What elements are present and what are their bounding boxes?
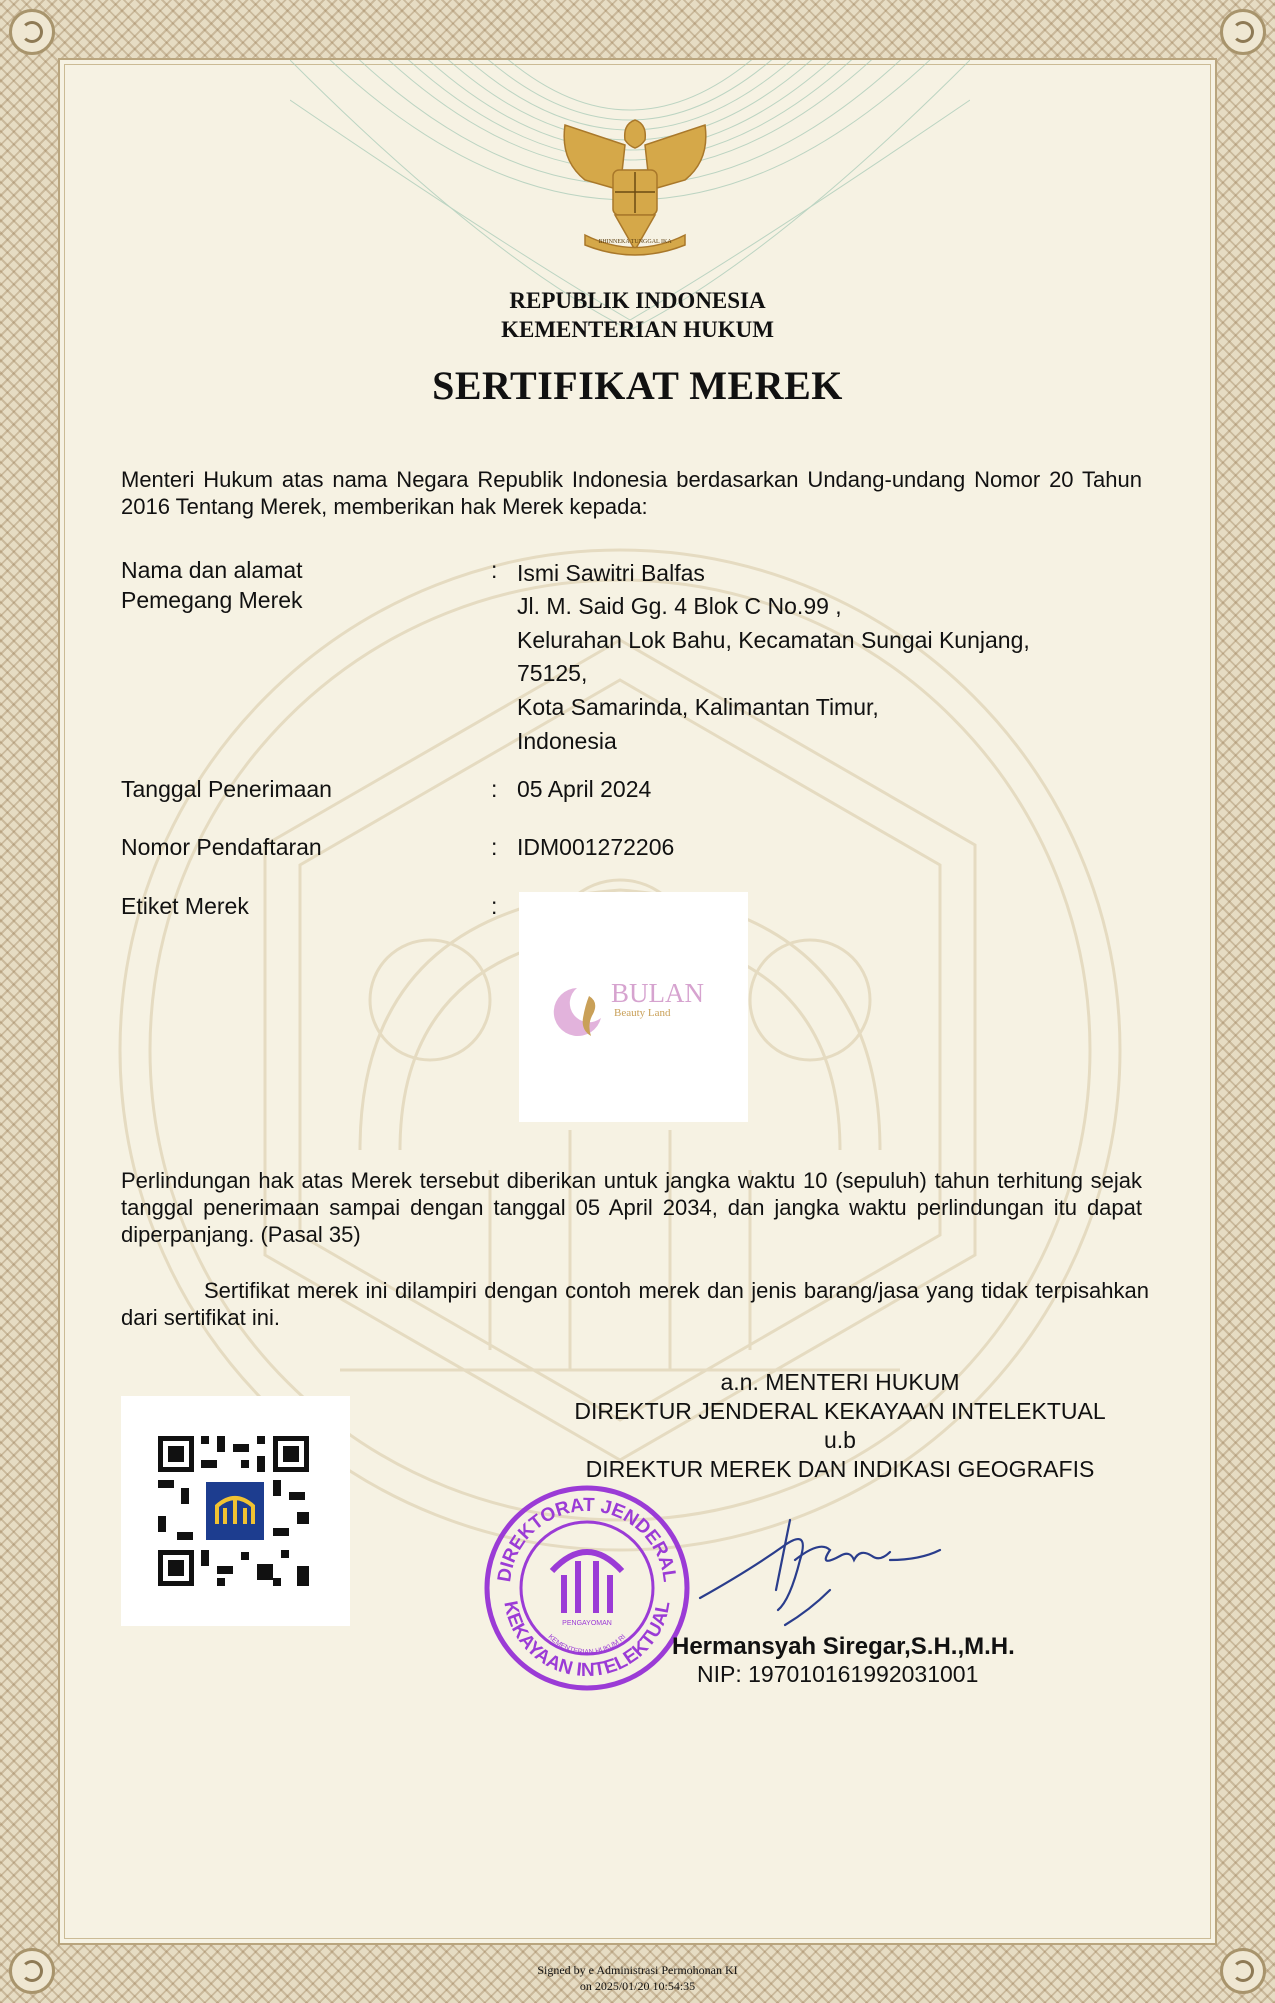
qr-code[interactable]	[121, 1396, 350, 1626]
corner-ornament-top-right	[1220, 9, 1266, 55]
emblem-motto: BHINNEKA TUNGGAL IKA	[598, 239, 672, 245]
registration-colon: :	[491, 834, 498, 860]
signatory-line-1: a.n. MENTERI HUKUM	[720, 1369, 960, 1395]
holder-address-line1: Jl. M. Said Gg. 4 Blok C No.99 ,	[517, 593, 842, 619]
crescent-moon-icon	[554, 988, 601, 1036]
protection-paragraph: Perlindungan hak atas Merek tersebut diberikan untuk jangka waktu 10 (sepuluh) tahun terhitung sejak tanggal penerimaan sampai dengan tanggal 05 April 2034, dan jangka waktu perlindungan itu dapat diperpanjang. (Pasal 35)	[121, 1168, 1142, 1247]
holder-colon: :	[491, 557, 498, 583]
ministry-heading: KEMENTERIAN HUKUM	[501, 317, 774, 342]
stamp-inner-text: KEMENTERIAN HUKUM RI	[546, 1633, 628, 1657]
intro-paragraph: Menteri Hukum atas nama Negara Republik Indonesia berdasarkan Undang-undang Nomor 20 Tahun 2016 Tentang Merek, memberikan hak Merek kepada:	[121, 467, 1142, 519]
corner-ornament-top-left	[9, 9, 55, 55]
brand-logo	[519, 892, 748, 1122]
signatory-line-3: u.b	[824, 1427, 856, 1453]
brand-logo-name: BULAN	[611, 978, 704, 1008]
registration-label: Nomor Pendaftaran	[121, 834, 322, 860]
holder-address-line3: 75125,	[517, 660, 588, 686]
signatory-line-4: DIREKTUR MEREK DAN INDIKASI GEOGRAFIS	[585, 1456, 1095, 1482]
footer-signed-on: on 2025/01/20 10:54:35	[579, 1979, 696, 1993]
handwritten-signature	[690, 1490, 950, 1630]
date-label: Tanggal Penerimaan	[121, 776, 332, 802]
country-heading: REPUBLIK INDONESIA	[509, 288, 766, 313]
holder-label-line2: Pemegang Merek	[121, 587, 303, 613]
brand-logo-tagline: Beauty Land	[614, 1007, 671, 1019]
holder-address-line2: Kelurahan Lok Bahu, Kecamatan Sungai Kunjang,	[517, 627, 1030, 653]
brand-label-colon: :	[491, 893, 498, 919]
signatory-line-2: DIREKTUR JENDERAL KEKAYAAN INTELEKTUAL	[574, 1398, 1106, 1424]
svg-text:KEMENTERIAN HUKUM RI	[547, 1633, 628, 1656]
holder-address-line4: Kota Samarinda, Kalimantan Timur,	[517, 694, 879, 720]
footer-signed-by: Signed by e Administrasi Permohonan KI	[537, 1963, 738, 1977]
signer-nip: NIP: 197010161992031001	[697, 1661, 979, 1687]
stamp-top-text: DIREKTORAT JENDERAL	[494, 1494, 680, 1584]
stamp-center-text: PENGAYOMAN	[562, 1620, 612, 1627]
date-value: 05 April 2024	[517, 776, 652, 802]
certificate-title: SERTIFIKAT MEREK	[432, 363, 843, 408]
registration-number: IDM001272206	[517, 834, 675, 860]
date-colon: :	[491, 776, 498, 802]
holder-label-line1: Nama dan alamat	[121, 557, 303, 583]
attachment-paragraph: Sertifikat merek ini dilampiri dengan contoh merek dan jenis barang/jasa yang tidak terpisahkan dari sertifikat ini.	[121, 1278, 1149, 1330]
stamp-bottom-text: KEKAYAAN INTELEKTUAL	[499, 1599, 675, 1682]
brand-label-label: Etiket Merek	[121, 893, 249, 919]
signer-name: Hermansyah Siregar,S.H.,M.H.	[672, 1633, 1015, 1660]
official-stamp	[482, 1483, 692, 1693]
holder-name: Ismi Sawitri Balfas	[517, 560, 705, 586]
holder-address-line5: Indonesia	[517, 728, 617, 754]
garuda-emblem	[545, 100, 725, 260]
